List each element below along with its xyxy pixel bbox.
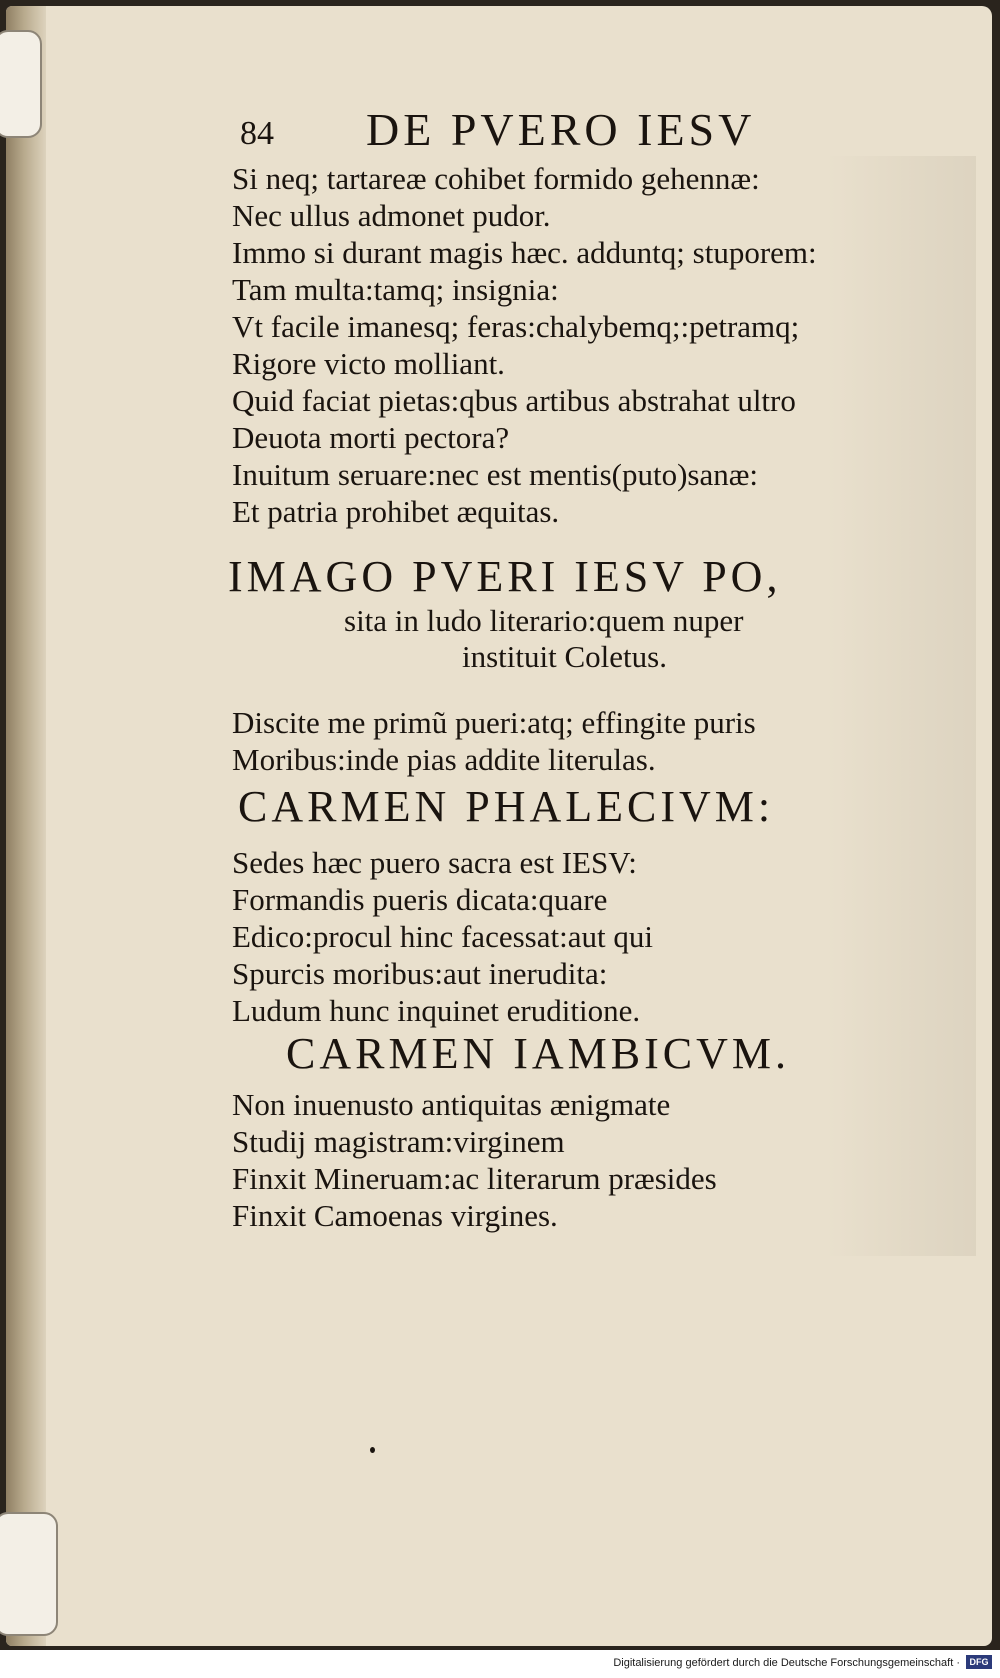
section-heading: CARMEN PHALECIVM: bbox=[238, 782, 775, 831]
book-page bbox=[6, 6, 992, 1646]
ink-speck bbox=[370, 1447, 375, 1453]
running-title: DE PVERO IESV bbox=[366, 104, 756, 155]
verse-line: Tam multa:tamq; insignia: bbox=[232, 272, 559, 307]
page-clip-bottom bbox=[0, 1512, 58, 1636]
verse-line: Inuitum seruare:nec est mentis(puto)sanæ: bbox=[232, 457, 759, 492]
verse-line: Sedes hæc puero sacra est IESV: bbox=[232, 845, 637, 880]
dfg-logo: DFG bbox=[966, 1655, 992, 1669]
verse-line: Moribus:inde pias addite literulas. bbox=[232, 742, 656, 777]
verse-line: Deuota morti pectora? bbox=[232, 420, 510, 455]
verse-line: Nec ullus admonet pudor. bbox=[232, 198, 551, 233]
verse-line: Non inuenusto antiquitas ænigmate bbox=[232, 1087, 671, 1122]
verse-line: Formandis pueris dicata:quare bbox=[232, 882, 608, 917]
verse-line: Quid faciat pietas:qbus artibus abstrahat ultro bbox=[232, 383, 796, 418]
page-clip-top bbox=[0, 30, 42, 138]
verse-line: Studij magistram:virginem bbox=[232, 1124, 565, 1159]
funding-credit: Digitalisierung gefördert durch die Deutsche Forschungsgemeinschaft · bbox=[613, 1657, 960, 1669]
verse-line: Et patria prohibet æquitas. bbox=[232, 494, 560, 529]
verse-line: Spurcis moribus:aut inerudita: bbox=[232, 956, 608, 991]
section-subtitle: instituit Coletus. bbox=[462, 639, 667, 674]
page-text bbox=[6, 6, 992, 1646]
section-subtitle: sita in ludo literario:quem nuper bbox=[344, 603, 744, 638]
verse-line: Finxit Mineruam:ac literarum præsides bbox=[232, 1161, 717, 1196]
verse-line: Si neq; tartareæ cohibet formido gehennæ: bbox=[232, 161, 760, 196]
page-number: 84 bbox=[240, 115, 274, 152]
verse-line: Rigore victo molliant. bbox=[232, 346, 505, 381]
section-heading: IMAGO PVERI IESV PO, bbox=[228, 552, 782, 601]
verse-line: Ludum hunc inquinet eruditione. bbox=[232, 993, 641, 1028]
verse-line: Edico:procul hinc facessat:aut qui bbox=[232, 919, 653, 954]
verse-line: Immo si durant magis hæc. adduntq; stuporem: bbox=[232, 235, 817, 270]
verse-line: Vt facile imanesq; feras:chalybemq;:petramq; bbox=[232, 309, 800, 344]
verse-line: Discite me primũ pueri:atq; effingite puris bbox=[232, 705, 756, 740]
verse-line: Finxit Camoenas virgines. bbox=[232, 1198, 558, 1233]
credit-footer bbox=[0, 1650, 1000, 1678]
section-heading: CARMEN IAMBICVM. bbox=[286, 1029, 791, 1078]
